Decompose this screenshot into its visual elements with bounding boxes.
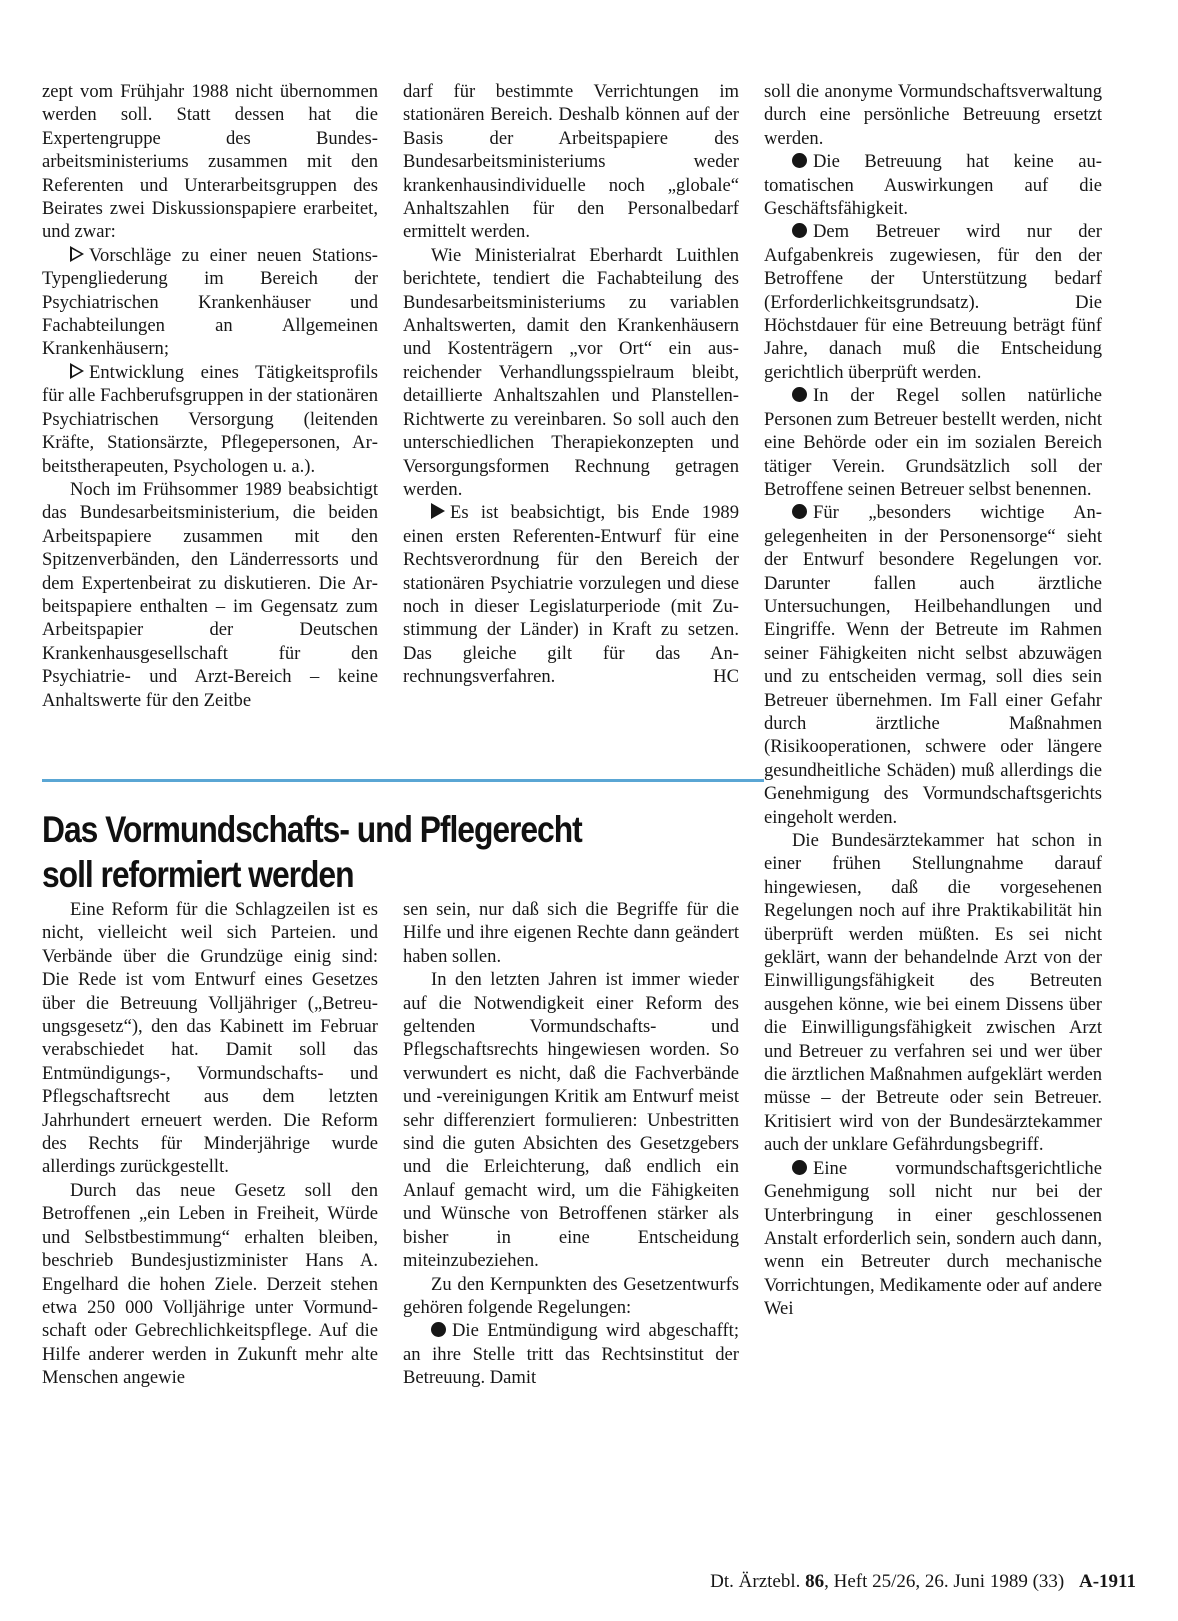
bullet-dot-icon: [792, 387, 807, 402]
column-2-bottom: [403, 898, 739, 1390]
list-item: In der Regel sollen natürliche Personen zum Betreuer bestellt werden, nicht eine Behörde oder ein im sozialen Bereich tätiger Verein. Grundsätzlich soll der Betroffene seinen Betreuer selbst benennen.: [764, 385, 1102, 500]
list-item: Entwicklung eines Tätigkeitsprofils für alle Fachberufsgruppen in der stationären Psychiatrischen Versorgung (leitenden Kräfte, Stationsärzte, Pflegepersonen, Arbeitstherapeuten, Psychologen u. a.).: [42, 361, 378, 477]
issue-info: , Heft 25/26, 26. Juni 1989 (33): [824, 1571, 1065, 1592]
column-1-top: [42, 80, 378, 712]
paragraph: Die Bundesärztekammer hat schon in einer frühen Stellungnahme darauf hingewiesen, daß die vorgesehenen Regelungen noch auf ihre Praktikabilität hin überprüft werden müßten. Es sei nicht geklärt, wann der behandelnde Arzt von der Einwilligungsfähigkeit des Betreuten ausgehen könne, wie bei einem Dissens über die Einwilligungsfähigkeit zwischen Arzt und Betreuer zu verfahren sei und wer über die ärztlichen Maßnahmen aufgeklärt werden müsse – der Betreute oder sein Betreuer. Kritisiert wird von der Bundesärztekammer auch der unklare Gefährdungsbegriff.: [764, 830, 1102, 1156]
author-signature: HC: [713, 666, 739, 688]
column-1-bottom: [42, 898, 378, 1390]
list-item: Es ist beabsichtigt, bis Ende 1989 einen ersten Referenten-Entwurf für eine Rechtsverordnung für den Bereich der stationären Psychiatrie vorzulegen und diese noch in dieser Legislaturperiode (mit Zustimmung der Länder) in Kraft zu setzen. Das gleiche gilt für das Anrechnungsverfahren. HC: [403, 502, 739, 688]
paragraph: Noch im Frühsommer 1989 beabsichtigt das Bundesarbeitsministerium, die beiden Arbeitspapiere zusammen mit den Spitzenverbänden, den Länderressorts und dem Expertenbeirat zu diskutieren. Die Arbeitspapiere enthalten – im Gegensatz zum Arbeitspapier der Deutschen Krankenhausgesellschaft für den Psychiatrie- und Arzt-Bereich – keine Anhaltswerte für den Zeitbe: [42, 478, 378, 711]
triangle-bullet-icon: [431, 503, 445, 519]
list-item: Eine vormundschaftsgerichtliche Genehmigung soll nicht nur bei der Unterbringung in einer geschlossenen Anstalt erforderlich sein, sondern auch dann, wenn ein Betreuter durch mechanische Vorrichtungen, Medikamente oder auf andere Wei: [764, 1157, 1102, 1320]
paragraph: sen sein, nur daß sich die Begriffe für die Hilfe und ihre eigenen Rechte dann geändert haben sollen.: [403, 899, 739, 967]
paragraph: zept vom Frühjahr 1988 nicht übernommen werden soll. Statt dessen hat die Expertengruppe des Bundesarbeitsministeriums zusammen mit den Referenten und Unterarbeitsgruppen des Beirates zwei Diskussionspapiere erarbeitet, und zwar:: [42, 81, 378, 243]
page-number: A-1911: [1079, 1571, 1136, 1592]
column-3: [764, 80, 1102, 1321]
page-footer: [710, 1571, 1136, 1593]
list-item: Die Entmündigung wird abgeschafft; an ihre Stelle tritt das Rechtsinstitut der Betreuung. Damit: [403, 1320, 739, 1389]
column-2-top: [403, 80, 739, 689]
bullet-dot-icon: [792, 504, 807, 519]
headline-line-2: soll reformiert werden: [42, 854, 354, 895]
bullet-dot-icon: [431, 1322, 446, 1337]
paragraph: Eine Reform für die Schlagzeilen ist es nicht, vielleicht weil sich Parteien. und Verbände über die Grundzüge einig sind: Die Rede ist vom Entwurf eines Gesetzes über die Betreuung Volljähriger („Betreuungsgesetz“), den das Kabinett im Februar verabschiedet hat. Damit soll das Entmündigungs-, Vormundschafts- und Pflegschaftsrecht aus dem letzten Jahrhundert erneuert werden. Die Reform des Rechts für Minderjährige wurde allerdings zurückgestellt.: [42, 899, 378, 1178]
list-item: Für „besonders wichtige Angelegenheiten in der Personensorge“ sieht der Entwurf besondere Regelungen vor. Darunter fallen auch ärztliche Untersuchungen, Heilbehandlungen und Eingriffe. Wenn der Betreute im Rahmen seiner Fähigkeiten nicht selbst abzuwägen und zu entscheiden vermag, soll dies sein Betreuer übernehmen. Im Fall einer Gefahr durch ärztliche Maßnahmen (Risikooperationen, schwere oder längere gesundheitliche Schäden) muß allerdings die Genehmigung des Vormundschaftsgerichts eingeholt werden.: [764, 502, 1102, 828]
headline-line-1: Das Vormundschafts- und Pflegerecht: [42, 809, 582, 850]
journal-volume: 86: [805, 1571, 825, 1592]
list-item: Dem Betreuer wird nur der Aufgabenkreis zugewiesen, für den der Betroffene der Unterstützung bedarf (Erforderlichkeitsgrundsatz). Die Höchstdauer für eine Betreuung beträgt fünf Jahre, danach muß die Entscheidung gerichtlich überprüft werden.: [764, 221, 1102, 383]
paragraph: Durch das neue Gesetz soll den Betroffenen „ein Leben in Freiheit, Würde und Selbstbestimmung“ erhalten bleiben, beschrieb Bundesjustizminister Hans A. Engelhard die hohen Ziele. Derzeit stehen etwa 250 000 Volljährige unter Vormundschaft oder Gebrechlichkeitspflege. Auf die Hilfe anderer werden in Zukunft mehr alte Menschen angewie: [42, 1179, 378, 1389]
bullet-dot-icon: [792, 223, 807, 238]
paragraph: Wie Ministerialrat Eberhardt Luithlen berichtete, tendiert die Fachabteilung des Bundesarbeitsministeriums zu variablen Anhaltswerten, damit den Krankenhäusern und Kostenträgern „vor Ort“ ein ausreichender Verhandlungsspielraum bleibt, detaillierte Anhaltszahlen und Planstellen-Richtwerte zu vereinbaren. So soll auch den unterschiedlichen Therapiekonzepten und Versorgungsformen Rechnung getragen werden.: [403, 244, 739, 500]
paragraph: Zu den Kernpunkten des Gesetzentwurfs gehören folgende Regelungen:: [403, 1273, 739, 1318]
bullet-dot-icon: [792, 153, 807, 168]
bullet-dot-icon: [792, 1160, 807, 1175]
section-divider: [42, 779, 764, 782]
paragraph: In den letzten Jahren ist immer wieder auf die Notwendigkeit einer Reform des geltenden Vormundschafts- und Pflegschaftsrechts hingewiesen worden. So verwundert es nicht, daß die Fachverbände und -vereinigungen Kritik am Entwurf meist sehr differenziert formulieren: Unbestritten sind die guten Absichten des Gesetzgebers und die Erleichterung, daß endlich ein Anlauf gemacht wird, um die Fähigkeiten und Wünsche von Betroffenen stärker als bisher in eine Entscheidung miteinzubeziehen.: [403, 969, 739, 1272]
list-item: Vorschläge zu einer neuen Stations-Typengliederung im Bereich der Psychiatrischen Krankenhäuser und Fachabteilungen an Allgemeinen Krankenhäusern;: [42, 244, 378, 360]
open-triangle-bullet-icon: [70, 363, 84, 379]
article-headline: [42, 807, 661, 897]
paragraph: soll die anonyme Vormundschaftsverwaltung durch eine persönliche Betreuung ersetzt werden.: [764, 81, 1102, 149]
paragraph: darf für bestimmte Verrichtungen im stationären Bereich. Deshalb können auf der Basis der Arbeitspapiere des Bundesarbeitsministeriums weder krankenhausindividuelle noch „globale“ Anhaltszahlen für den Personalbedarf ermittelt werden.: [403, 81, 739, 243]
list-item: Die Betreuung hat keine automatischen Auswirkungen auf die Geschäftsfähigkeit.: [764, 151, 1102, 220]
journal-name: Dt. Ärztebl.: [710, 1571, 801, 1592]
open-triangle-bullet-icon: [70, 246, 84, 262]
